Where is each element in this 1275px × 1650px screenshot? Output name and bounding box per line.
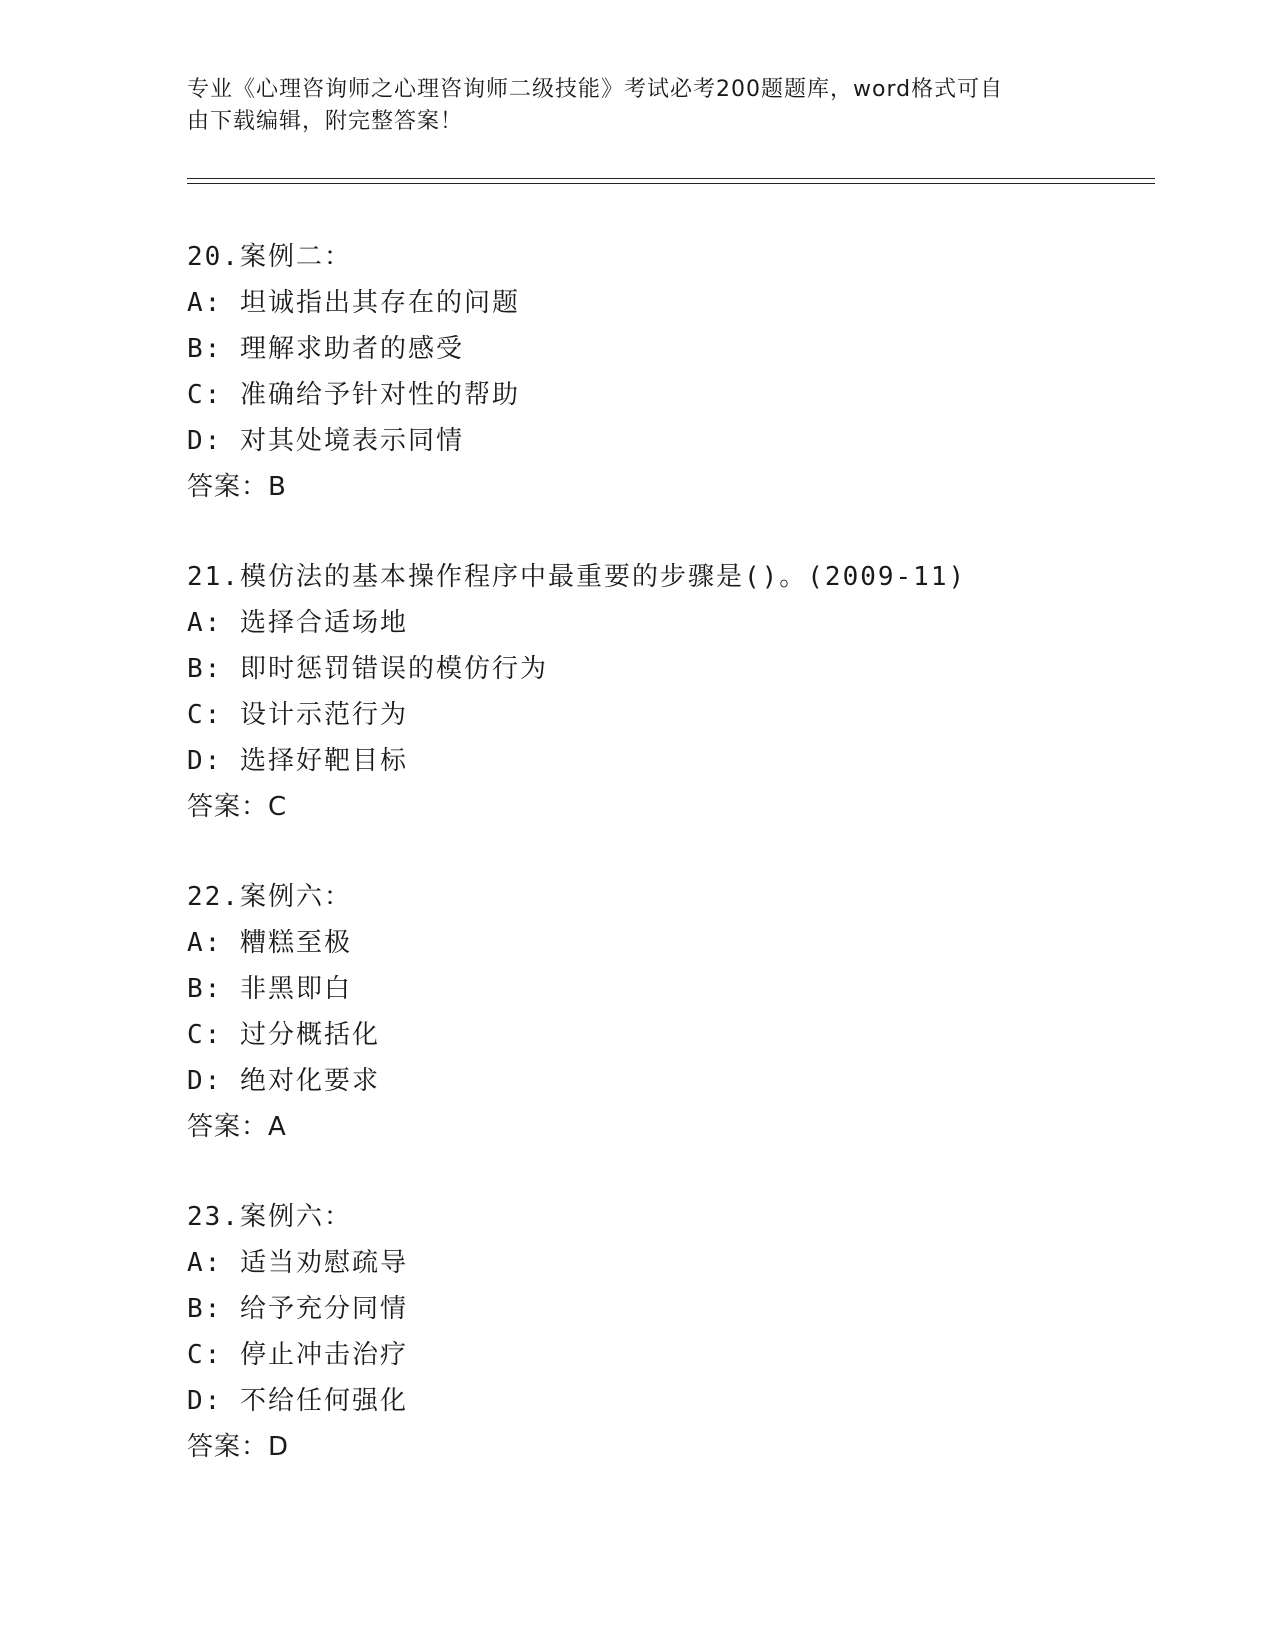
- question-21: [187, 554, 966, 830]
- answer-label: 答案：A: [187, 1112, 287, 1142]
- option-b: B: 给予充分同情: [187, 1294, 408, 1324]
- question-title: 21.模仿法的基本操作程序中最重要的步骤是()。(2009-11): [187, 562, 967, 592]
- option-d: D: 绝对化要求: [187, 1066, 380, 1096]
- header-line-2: 由下载编辑，附完整答案！: [187, 109, 464, 134]
- option-b: B: 非黑即白: [187, 974, 352, 1004]
- answer-label: 答案：B: [187, 472, 287, 502]
- question-22: [187, 874, 380, 1150]
- option-c: C: 过分概括化: [187, 1020, 380, 1050]
- option-d: D: 不给任何强化: [187, 1386, 408, 1416]
- option-a: A: 糟糕至极: [187, 928, 352, 958]
- question-title: 20.案例二：: [187, 242, 352, 272]
- option-a: A: 选择合适场地: [187, 608, 408, 638]
- question-title: 22.案例六：: [187, 882, 352, 912]
- option-c: C: 准确给予针对性的帮助: [187, 380, 520, 410]
- option-a: A: 适当劝慰疏导: [187, 1248, 408, 1278]
- header-divider-top: [187, 178, 1155, 179]
- option-d: D: 对其处境表示同情: [187, 426, 464, 456]
- header-divider-bottom: [187, 183, 1155, 184]
- option-b: B: 即时惩罚错误的模仿行为: [187, 654, 548, 684]
- option-a: A: 坦诚指出其存在的问题: [187, 288, 520, 318]
- answer-label: 答案：D: [187, 1432, 290, 1462]
- option-c: C: 设计示范行为: [187, 700, 408, 730]
- option-c: C: 停止冲击治疗: [187, 1340, 408, 1370]
- question-23: [187, 1194, 408, 1470]
- document-header: [187, 74, 1067, 138]
- option-d: D: 选择好靶目标: [187, 746, 408, 776]
- question-20: [187, 234, 520, 510]
- option-b: B: 理解求助者的感受: [187, 334, 464, 364]
- question-title: 23.案例六：: [187, 1202, 352, 1232]
- answer-label: 答案：C: [187, 792, 288, 822]
- header-line-1: 专业《心理咨询师之心理咨询师二级技能》考试必考200题题库，word格式可自: [187, 77, 1004, 102]
